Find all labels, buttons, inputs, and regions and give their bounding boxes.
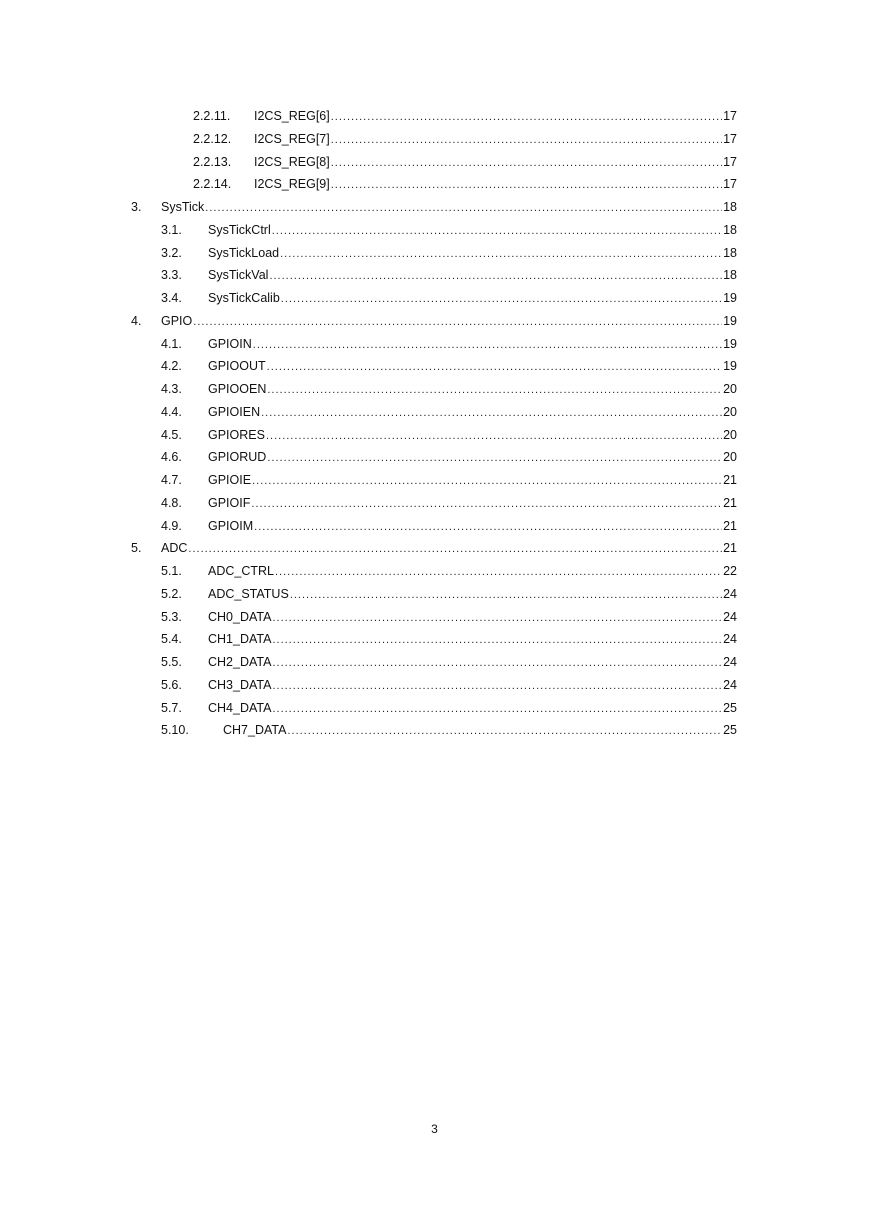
toc-entry-page: 19 [723, 291, 737, 305]
toc-leader-dots [290, 584, 722, 607]
toc-entry[interactable] [0, 628, 869, 651]
toc-entry-title[interactable]: ADC_STATUS [208, 586, 289, 601]
toc-entry-title[interactable]: ADC [161, 541, 188, 556]
toc-leader-dots [272, 652, 722, 675]
toc-entry-number: 3.2. [161, 245, 182, 260]
toc-entry-page: 24 [723, 632, 737, 647]
toc-entry-page: 19 [723, 359, 737, 374]
toc-entry-page: 24 [723, 586, 737, 601]
toc-entry-page: 17 [723, 177, 737, 192]
toc-entry-number: 4.4. [161, 404, 182, 419]
toc-leader-dots [269, 265, 722, 288]
toc-entry-number: 5.10. [161, 723, 189, 738]
toc-leader-dots [252, 470, 722, 493]
toc-entry[interactable] [0, 196, 869, 219]
toc-entry[interactable] [0, 515, 869, 538]
toc-entry[interactable] [0, 105, 869, 128]
toc-entry-title[interactable]: CH3_DATA [208, 677, 272, 692]
toc-entry-page: 25 [723, 723, 737, 738]
toc-entry-number: 3.1. [161, 222, 182, 237]
toc-entry-page: 22 [723, 564, 737, 578]
toc-entry[interactable] [0, 469, 869, 492]
toc-entry-title[interactable]: CH0_DATA [208, 609, 272, 624]
toc-entry-number: 5.3. [161, 609, 182, 624]
toc-leader-dots [266, 425, 722, 448]
toc-entry-title[interactable]: CH2_DATA [208, 655, 272, 669]
table-of-contents [0, 105, 869, 742]
toc-entry-number: 4.7. [161, 473, 182, 487]
toc-entry-page: 20 [723, 450, 737, 465]
toc-entry-number: 4.8. [161, 495, 182, 510]
toc-entry-title[interactable]: GPIORUD [208, 450, 267, 465]
toc-entry[interactable] [0, 333, 869, 356]
toc-leader-dots [261, 402, 722, 425]
toc-entry-page: 17 [723, 131, 737, 146]
toc-entry-title[interactable]: I2CS_REG[8] [254, 154, 330, 169]
toc-entry[interactable] [0, 651, 869, 674]
toc-entry[interactable] [0, 606, 869, 629]
toc-entry-title[interactable]: SysTickVal [208, 268, 269, 283]
toc-entry-title[interactable]: I2CS_REG[9] [254, 177, 330, 192]
toc-entry-title[interactable]: I2CS_REG[7] [254, 131, 330, 146]
toc-entry-title[interactable]: GPIOIE [208, 473, 252, 487]
toc-entry-page: 17 [723, 109, 737, 123]
toc-entry[interactable] [0, 492, 869, 515]
toc-leader-dots [188, 538, 722, 561]
toc-entry-title[interactable]: GPIOIF [208, 495, 251, 510]
toc-entry-page: 17 [723, 154, 737, 169]
toc-entry-page: 24 [723, 677, 737, 692]
toc-leader-dots [275, 561, 722, 584]
toc-entry-page: 21 [723, 518, 737, 533]
toc-entry-number: 2.2.13. [193, 154, 232, 169]
toc-entry-number: 4.2. [161, 359, 182, 374]
toc-entry[interactable] [0, 719, 869, 742]
toc-entry-title[interactable]: GPIOIEN [208, 404, 261, 419]
toc-leader-dots [254, 516, 722, 539]
toc-entry-page: 19 [723, 336, 737, 351]
toc-entry-title[interactable]: SysTickCalib [208, 291, 280, 305]
toc-entry-number: 5.7. [161, 700, 182, 715]
toc-leader-dots [272, 607, 722, 630]
toc-entry[interactable] [0, 583, 869, 606]
toc-entry-page: 18 [723, 200, 737, 214]
toc-entry-page: 18 [723, 245, 737, 260]
toc-leader-dots [205, 197, 722, 220]
toc-entry-number: 4. [131, 313, 142, 328]
toc-entry-page: 21 [723, 495, 737, 510]
toc-entry[interactable] [0, 128, 869, 151]
toc-leader-dots [331, 106, 722, 129]
toc-entry-title[interactable]: GPIOIN [208, 336, 252, 351]
toc-entry[interactable] [0, 401, 869, 424]
toc-entry-title[interactable]: GPIOOEN [208, 382, 267, 396]
toc-entry[interactable] [0, 697, 869, 720]
toc-entry-number: 5.6. [161, 677, 182, 692]
toc-leader-dots [331, 174, 722, 197]
toc-entry[interactable] [0, 242, 869, 265]
toc-entry-number: 4.3. [161, 382, 182, 396]
toc-entry-page: 24 [723, 609, 737, 624]
toc-entry-page: 18 [723, 268, 737, 283]
toc-leader-dots [272, 675, 722, 698]
toc-entry-title[interactable]: GPIOIM [208, 518, 254, 533]
toc-entry-page: 24 [723, 655, 737, 669]
toc-leader-dots [272, 220, 722, 243]
toc-leader-dots [267, 447, 722, 470]
toc-entry[interactable] [0, 560, 869, 583]
toc-entry-page: 25 [723, 700, 737, 715]
toc-entry-page: 19 [723, 313, 737, 328]
toc-entry-title[interactable]: ADC_CTRL [208, 564, 274, 578]
toc-entry-page: 21 [723, 473, 737, 487]
toc-leader-dots [251, 493, 722, 516]
toc-entry-title[interactable]: CH7_DATA [223, 723, 287, 738]
toc-leader-dots [331, 129, 722, 152]
toc-entry-page: 20 [723, 404, 737, 419]
toc-entry[interactable] [0, 674, 869, 697]
toc-entry[interactable] [0, 446, 869, 469]
toc-entry-page: 20 [723, 427, 737, 442]
toc-entry-number: 2.2.11. [193, 109, 231, 123]
toc-entry-number: 5.5. [161, 655, 182, 669]
toc-entry-number: 5.1. [161, 564, 182, 578]
toc-entry-title[interactable]: GPIO [161, 313, 193, 328]
toc-leader-dots [281, 288, 722, 311]
toc-entry[interactable] [0, 264, 869, 287]
toc-leader-dots [331, 152, 722, 175]
toc-entry-number: 5. [131, 541, 142, 556]
toc-entry-number: 4.6. [161, 450, 182, 465]
toc-entry-number: 4.5. [161, 427, 182, 442]
toc-entry[interactable] [0, 219, 869, 242]
toc-entry-page: 21 [723, 541, 737, 556]
toc-leader-dots [193, 311, 722, 334]
toc-entry[interactable] [0, 287, 869, 310]
toc-entry-title[interactable]: CH1_DATA [208, 632, 272, 647]
toc-entry-number: 4.1. [161, 336, 182, 351]
toc-entry-title[interactable]: SysTickLoad [208, 245, 280, 260]
toc-entry-number: 3.3. [161, 268, 182, 283]
toc-entry[interactable] [0, 173, 869, 196]
toc-entry-number: 3.4. [161, 291, 182, 305]
toc-entry-number: 4.9. [161, 518, 182, 533]
toc-entry[interactable] [0, 355, 869, 378]
toc-entry-title[interactable]: GPIOOUT [208, 359, 266, 374]
toc-entry[interactable] [0, 378, 869, 401]
toc-entry-title[interactable]: SysTickCtrl [208, 222, 271, 237]
toc-entry[interactable] [0, 537, 869, 560]
toc-entry[interactable] [0, 424, 869, 447]
toc-leader-dots [267, 356, 722, 379]
toc-entry-page: 20 [723, 382, 737, 396]
toc-entry-page: 18 [723, 222, 737, 237]
toc-leader-dots [272, 698, 722, 721]
toc-leader-dots [253, 334, 722, 357]
page-number: 3 [431, 1122, 438, 1136]
toc-entry-number: 5.4. [161, 632, 182, 647]
toc-entry-number: 3. [131, 200, 142, 214]
toc-leader-dots [287, 720, 722, 743]
toc-entry[interactable] [0, 310, 869, 333]
toc-entry-title[interactable]: GPIORES [208, 427, 265, 442]
toc-entry-title[interactable]: CH4_DATA [208, 700, 272, 715]
toc-entry-title[interactable]: SysTick [161, 200, 205, 214]
toc-leader-dots [267, 379, 722, 402]
toc-entry-title[interactable]: I2CS_REG[6] [254, 109, 330, 123]
toc-leader-dots [280, 243, 722, 266]
toc-entry-number: 2.2.14. [193, 177, 232, 192]
toc-entry[interactable] [0, 151, 869, 174]
toc-entry-number: 2.2.12. [193, 131, 232, 146]
toc-leader-dots [272, 629, 722, 652]
toc-entry-number: 5.2. [161, 586, 182, 601]
